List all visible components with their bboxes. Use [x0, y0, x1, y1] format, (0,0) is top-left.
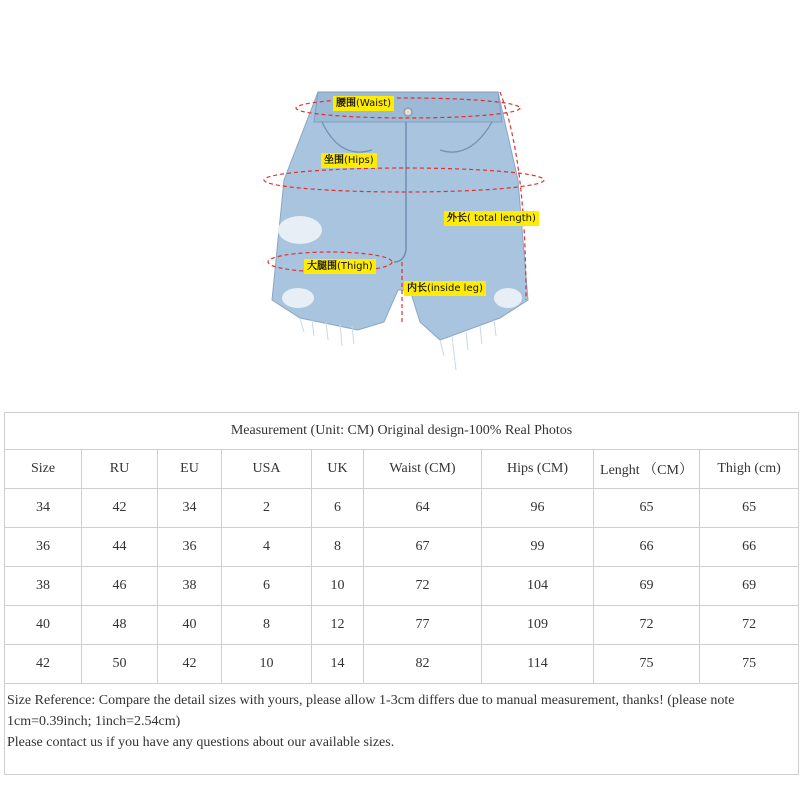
note-row — [5, 684, 799, 775]
table-cell: 65 — [700, 489, 799, 528]
table-cell: 8 — [222, 606, 312, 645]
table-cell: 34 — [5, 489, 82, 528]
table-cell: 96 — [482, 489, 594, 528]
size-table — [4, 412, 799, 775]
table-cell: 69 — [594, 567, 700, 606]
table-cell: 104 — [482, 567, 594, 606]
table-cell: 46 — [82, 567, 158, 606]
table-cell: 8 — [312, 528, 364, 567]
table-cell: 75 — [700, 645, 799, 684]
table-cell: 64 — [364, 489, 482, 528]
size-chart — [4, 412, 798, 775]
table-cell: 82 — [364, 645, 482, 684]
table-cell: 34 — [158, 489, 222, 528]
table-row — [5, 528, 799, 567]
table-cell: 38 — [5, 567, 82, 606]
header-cell: Thigh (cm) — [700, 450, 799, 489]
label-total-length: 外长( total length) — [444, 211, 539, 226]
table-cell: 109 — [482, 606, 594, 645]
table-cell: 38 — [158, 567, 222, 606]
table-cell: 14 — [312, 645, 364, 684]
distress-hem-right — [494, 288, 522, 308]
label-hips: 坐围(Hips) — [321, 153, 377, 168]
table-cell: 114 — [482, 645, 594, 684]
table-cell: 99 — [482, 528, 594, 567]
note-line-2: Please contact us if you have any questions about our available sizes. — [7, 735, 395, 750]
table-caption: Measurement (Unit: CM) Original design-100% Real Photos — [5, 413, 799, 450]
table-cell: 10 — [312, 567, 364, 606]
header-row — [5, 450, 799, 489]
table-row — [5, 489, 799, 528]
table-cell: 42 — [158, 645, 222, 684]
table-cell: 65 — [594, 489, 700, 528]
table-cell: 69 — [700, 567, 799, 606]
table-cell: 72 — [700, 606, 799, 645]
table-cell: 6 — [312, 489, 364, 528]
table-cell: 66 — [700, 528, 799, 567]
table-cell: 42 — [82, 489, 158, 528]
table-cell: 77 — [364, 606, 482, 645]
table-cell: 2 — [222, 489, 312, 528]
table-cell: 44 — [82, 528, 158, 567]
table-cell: 36 — [5, 528, 82, 567]
caption-row — [5, 413, 799, 450]
table-cell: 72 — [594, 606, 700, 645]
label-waist: 腰围(Waist) — [333, 96, 394, 111]
table-cell: 36 — [158, 528, 222, 567]
table-cell: 67 — [364, 528, 482, 567]
table-row — [5, 567, 799, 606]
header-cell: UK — [312, 450, 364, 489]
table-cell: 10 — [222, 645, 312, 684]
table-cell: 4 — [222, 528, 312, 567]
table-cell: 6 — [222, 567, 312, 606]
table-cell: 42 — [5, 645, 82, 684]
table-cell: 40 — [158, 606, 222, 645]
table-row — [5, 606, 799, 645]
header-cell: Waist (CM) — [364, 450, 482, 489]
header-cell: Hips (CM) — [482, 450, 594, 489]
button — [404, 108, 412, 116]
table-cell: 12 — [312, 606, 364, 645]
header-cell: EU — [158, 450, 222, 489]
header-cell: Size — [5, 450, 82, 489]
distress-left — [278, 216, 322, 244]
table-cell: 66 — [594, 528, 700, 567]
table-cell: 40 — [5, 606, 82, 645]
label-inside-leg: 内长(inside leg) — [404, 281, 486, 296]
header-cell: USA — [222, 450, 312, 489]
note-line-1: Size Reference: Compare the detail sizes with yours, please allow 1-3cm differs due to manual measurement, thanks! (please note 1cm=0.39inch; 1inch=2.54cm) — [7, 693, 735, 729]
size-reference-note — [5, 684, 799, 775]
table-cell: 75 — [594, 645, 700, 684]
table-cell: 72 — [364, 567, 482, 606]
header-cell: Lenght （CM） — [594, 450, 700, 489]
table-row — [5, 645, 799, 684]
table-cell: 48 — [82, 606, 158, 645]
label-thigh: 大腿围(Thigh) — [304, 259, 376, 274]
table-cell: 50 — [82, 645, 158, 684]
header-cell: RU — [82, 450, 158, 489]
distress-hem-left — [282, 288, 314, 308]
